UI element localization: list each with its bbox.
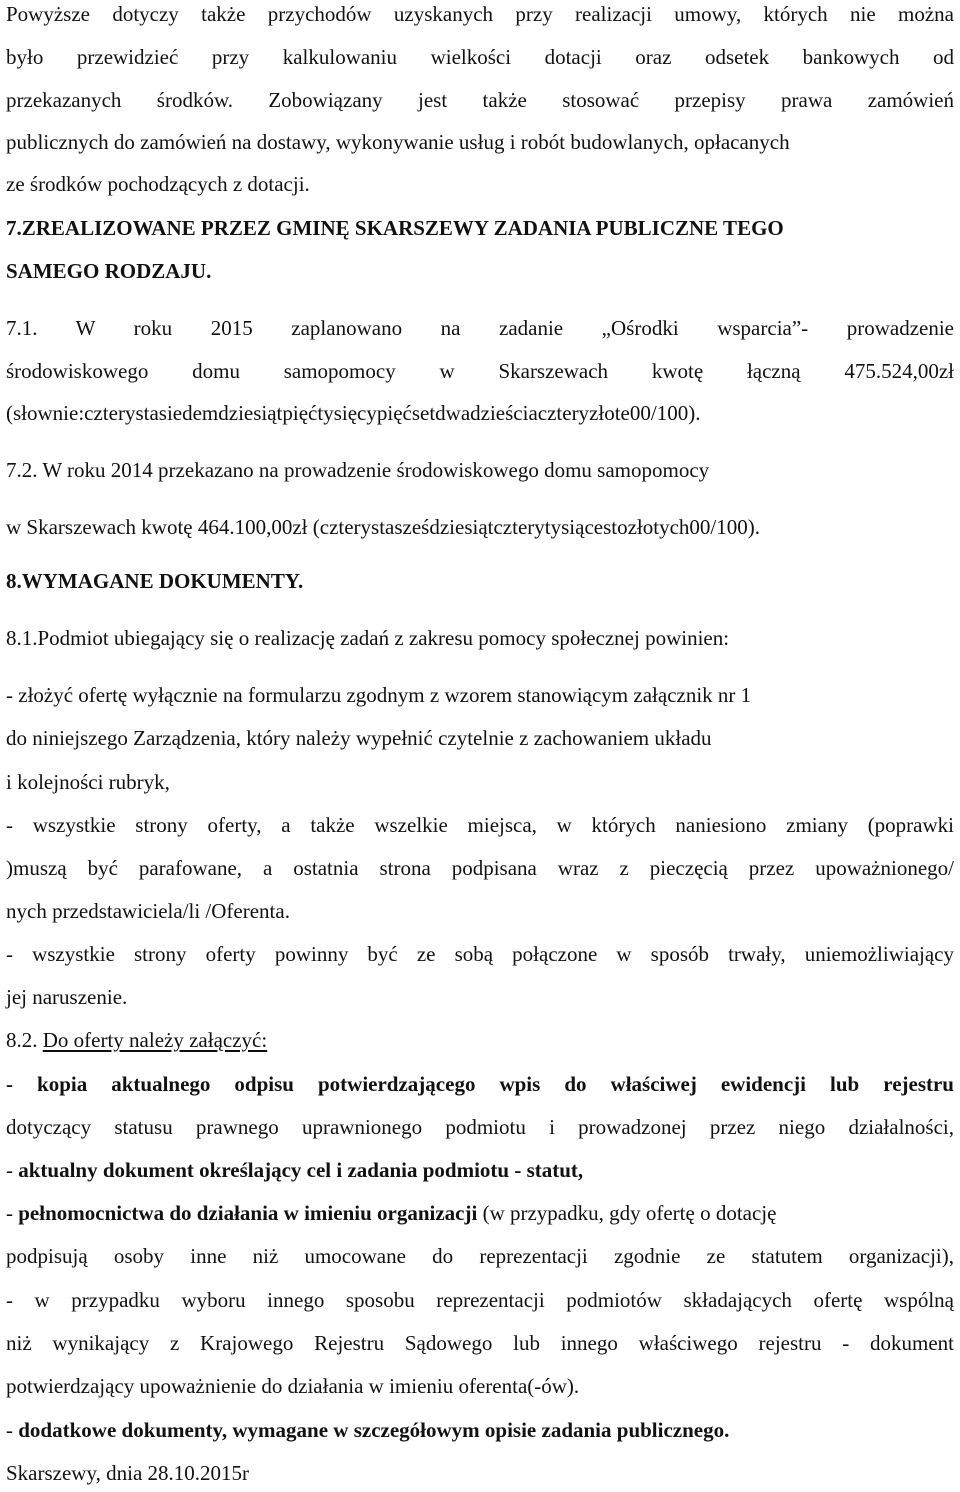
paragraph-line: - wszystkie strony oferty, a także wszelkie miejsca, w których naniesiono zmiany (poprawki (6, 813, 954, 837)
paragraph-line: nych przedstawiciela/li /Oferenta. (6, 899, 290, 923)
paragraph-line: do niniejszego Zarządzenia, który należy wypełnić czytelnie z zachowaniem układu (6, 726, 712, 750)
paragraph-line: - złożyć ofertę wyłącznie na formularzu zgodnym z wzorem stanowiącym załącznik nr 1 (6, 683, 752, 707)
list-dash: - (6, 1418, 19, 1442)
subsection-number: 8.2. (6, 1028, 43, 1052)
list-item (6, 1418, 954, 1442)
list-dash: - (6, 1158, 19, 1182)
paragraph-line: i kolejności rubryk, (6, 770, 170, 794)
list-item-text: (w przypadku, gdy ofertę o dotację (477, 1201, 777, 1225)
paragraph-line: 7.1. W roku 2015 zaplanowano na zadanie „Ośrodki wsparcia”- prowadzenie (6, 316, 954, 340)
place-date-signature: Skarszewy, dnia 28.10.2015r (6, 1461, 250, 1485)
paragraph-line: środowiskowego domu samopomocy w Skarszewach kwotę łączną 475.524,00zł (6, 359, 954, 383)
paragraph-line: 7.2. W roku 2014 przekazano na prowadzenie środowiskowego domu samopomocy (6, 458, 710, 482)
paragraph-line: potwierdzający upoważnienie do działania w imieniu oferenta(-ów). (6, 1374, 580, 1398)
list-item-bold-text: pełnomocnictwa do działania w imieniu organizacji (18, 1201, 478, 1225)
subsection-title: Do oferty należy załączyć: (42, 1028, 268, 1052)
list-item (6, 1201, 954, 1225)
paragraph-line: Powyższe dotyczy także przychodów uzyskanych przy realizacji umowy, których nie można (6, 2, 954, 26)
list-item-bold-text: dodatkowe dokumenty, wymagane w szczegółowym opisie zadania publicznego. (18, 1418, 730, 1442)
section-7-heading-cont: SAMEGO RODZAJU. (6, 259, 212, 283)
paragraph-line: publicznych do zamówień na dostawy, wykonywanie usług i robót budowlanych, opłacanych (6, 130, 790, 154)
paragraph-line: - w przypadku wyboru innego sposobu reprezentacji podmiotów składających ofertę wspólną (6, 1288, 954, 1312)
section-8-heading: 8.WYMAGANE DOKUMENTY. (6, 569, 304, 593)
paragraph-line: było przewidzieć przy kalkulowaniu wielkości dotacji oraz odsetek bankowych od (6, 45, 954, 69)
paragraph-line: dotyczący statusu prawnego uprawnionego podmiotu i prowadzonej przez niego działalności, (6, 1115, 954, 1139)
paragraph-line: podpisują osoby inne niż umocowane do reprezentacji zgodnie ze statutem organizacji), (6, 1244, 954, 1268)
list-item (6, 1158, 954, 1182)
paragraph-line: w Skarszewach kwotę 464.100,00zł (czterystasześdziesiątczterytysiącestozłotych00/100). (6, 515, 760, 539)
list-item-bold: - kopia aktualnego odpisu potwierdzającego wpis do właściwej ewidencji lub rejestru (6, 1072, 954, 1096)
paragraph-line: niż wynikający z Krajowego Rejestru Sądowego lub innego właściwego rejestru - dokument (6, 1331, 954, 1355)
list-dash: - (6, 1201, 19, 1225)
paragraph-line: przekazanych środków. Zobowiązany jest także stosować przepisy prawa zamówień (6, 88, 954, 112)
paragraph-line: 8.1.Podmiot ubiegający się o realizację zadań z zakresu pomocy społecznej powinien: (6, 626, 730, 650)
paragraph-line: (słownie:czterystasiedemdziesiątpięćtysięcypięćsetdwadzieściaczteryzłote00/100). (6, 401, 701, 425)
paragraph-line: ze środków pochodzących z dotacji. (6, 172, 310, 196)
section-7-heading: 7.ZREALIZOWANE PRZEZ GMINĘ SKARSZEWY ZADANIA PUBLICZNE TEGO (6, 216, 784, 240)
list-item-bold-text: aktualny dokument określający cel i zadania podmiotu - statut, (18, 1158, 584, 1182)
paragraph-line: - wszystkie strony oferty powinny być ze sobą połączone w sposób trwały, uniemożliwiający (6, 942, 954, 966)
subsection-8-2 (6, 1028, 954, 1052)
paragraph-line: jej naruszenie. (6, 985, 128, 1009)
paragraph-line: )muszą być parafowane, a ostatnia strona podpisana wraz z pieczęcią przez upoważnionego/ (6, 856, 954, 880)
